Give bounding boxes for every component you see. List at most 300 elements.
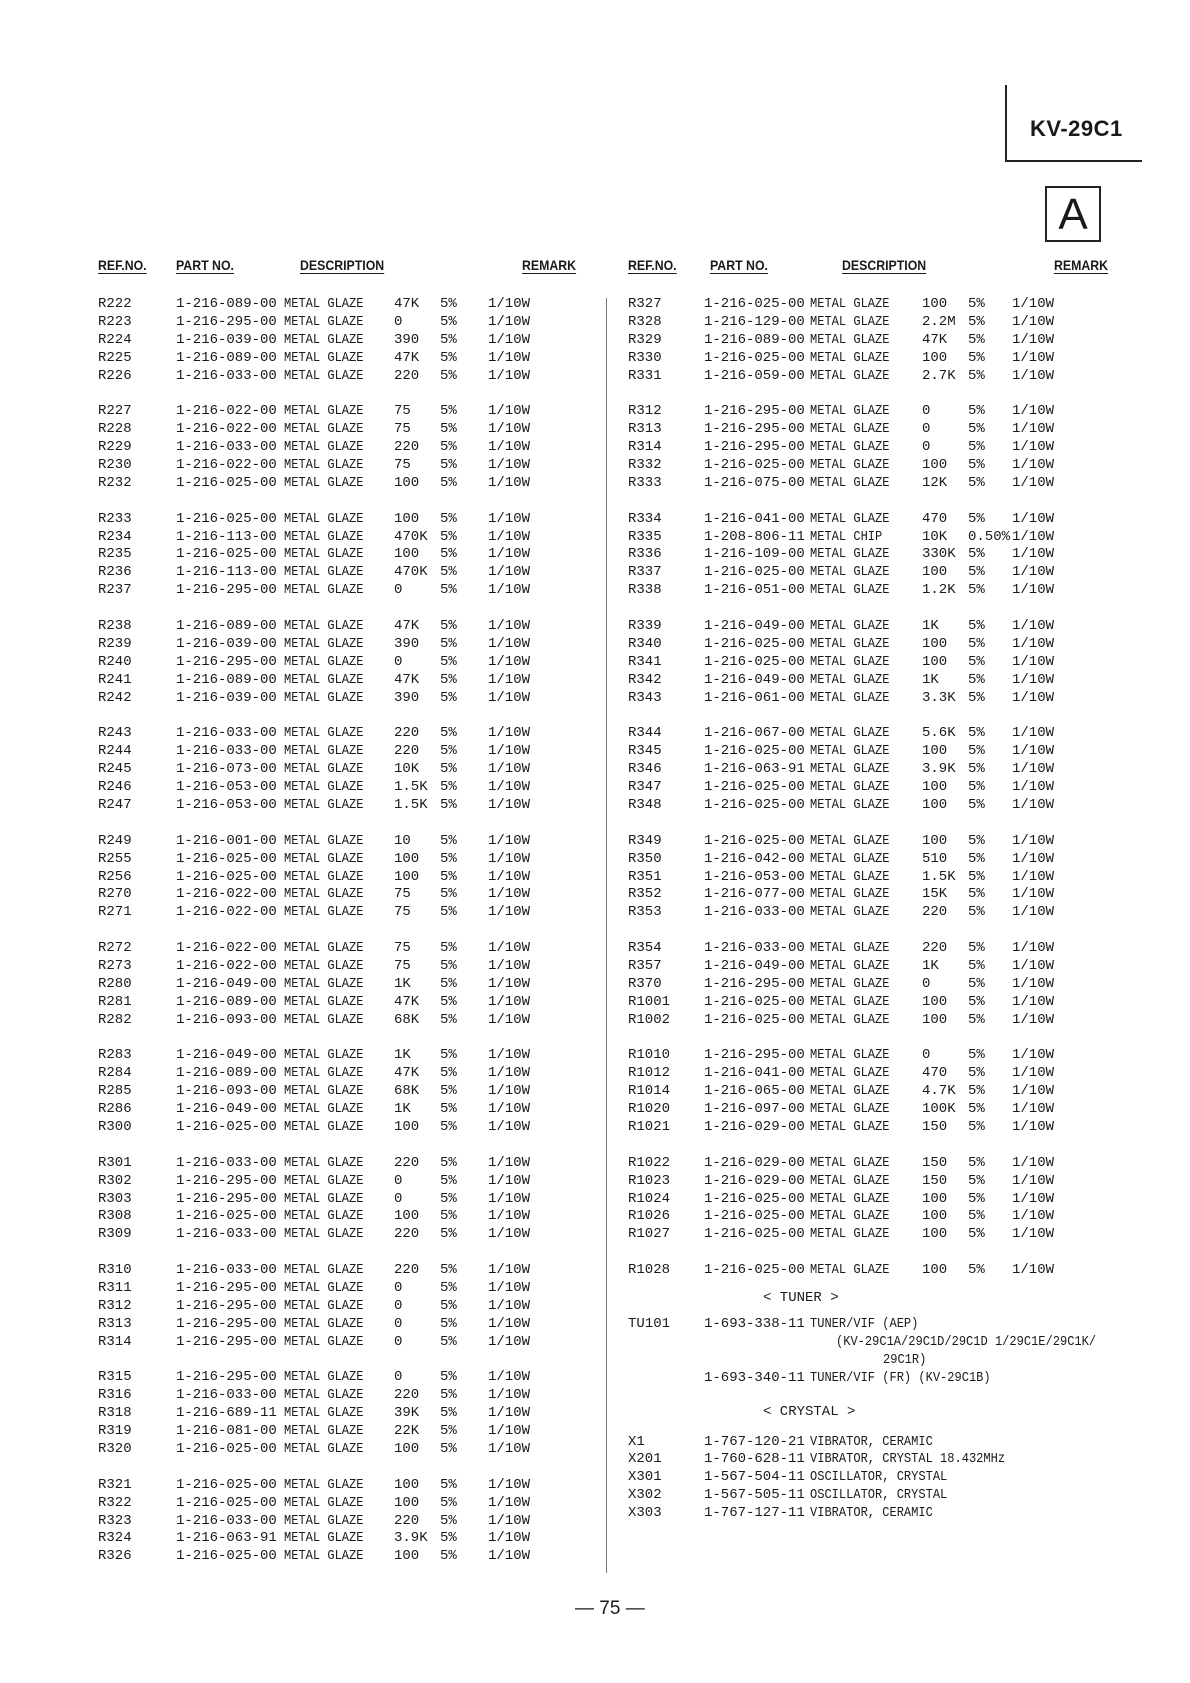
parts-row: [628, 904, 1055, 922]
tolerance: 5%: [968, 439, 985, 456]
group-spacer: [628, 493, 855, 511]
tolerance: 5%: [968, 421, 985, 438]
part-no: 1-216-295-00: [704, 403, 805, 420]
value: 5.6K: [922, 725, 956, 742]
tolerance: 5%: [968, 743, 985, 760]
tolerance: 5%: [968, 1190, 985, 1207]
part-no: 1-216-295-00: [176, 313, 277, 330]
value: 2.7K: [922, 367, 956, 384]
description: METAL GLAZE: [284, 1065, 364, 1082]
power-rating: 1/10W: [1012, 886, 1055, 903]
ref-no: R229: [98, 439, 132, 456]
description: METAL GLAZE: [810, 296, 890, 312]
parts-row: [628, 1208, 1055, 1226]
ref-no: R331: [628, 367, 662, 384]
tolerance: 5%: [440, 653, 457, 670]
value: 390: [394, 635, 420, 652]
description: TUNER/VIF (AEP): [810, 1315, 919, 1332]
description: METAL GLAZE: [284, 1118, 364, 1135]
ref-no: R302: [98, 1172, 132, 1189]
tolerance: 5%: [440, 546, 457, 563]
value: 100: [394, 1548, 420, 1565]
description: METAL GLAZE: [810, 796, 890, 813]
tolerance: 5%: [968, 1101, 985, 1118]
parts-row: [628, 761, 1055, 779]
ref-no: R332: [628, 457, 662, 474]
ref-no: R351: [628, 868, 662, 885]
description: METAL GLAZE: [284, 403, 364, 420]
parts-row: [628, 349, 1055, 368]
description: METAL GLAZE: [284, 296, 364, 312]
ref-no: X303: [628, 1505, 662, 1522]
description: METAL GLAZE: [284, 1047, 364, 1064]
part-no: 1-216-025-00: [176, 1476, 277, 1493]
tuner-models-line: 29C1R): [883, 1351, 927, 1368]
part-no: 1-216-033-00: [176, 743, 277, 760]
description: METAL GLAZE: [284, 1190, 364, 1207]
power-rating: 1/10W: [1012, 367, 1055, 384]
ref-no: X302: [628, 1487, 662, 1504]
tolerance: 5%: [968, 779, 985, 796]
description: METAL GLAZE: [810, 1101, 890, 1118]
tolerance: 5%: [440, 779, 457, 796]
tolerance: 5%: [968, 1154, 985, 1171]
ref-no: R240: [98, 653, 132, 670]
description: METAL GLAZE: [284, 868, 364, 885]
value: 390: [394, 331, 420, 348]
power-rating: 1/10W: [1012, 582, 1055, 599]
power-rating: 1/10W: [488, 1548, 531, 1565]
tolerance: 5%: [968, 457, 985, 474]
power-rating: 1/10W: [488, 474, 531, 491]
right-parts-column: [628, 296, 1097, 1523]
description: METAL GLAZE: [284, 1011, 364, 1028]
ref-no: R350: [628, 850, 662, 867]
power-rating: 1/10W: [488, 1387, 531, 1404]
part-no: 1-216-022-00: [176, 957, 277, 974]
ref-no: R243: [98, 725, 132, 742]
part-no: 1-216-033-00: [176, 439, 277, 456]
power-rating: 1/10W: [1012, 564, 1055, 581]
power-rating: 1/10W: [1012, 1118, 1055, 1135]
description: METAL GLAZE: [284, 564, 364, 581]
value: 220: [394, 367, 420, 384]
ref-no: X301: [628, 1469, 662, 1486]
value: 100: [922, 796, 948, 813]
ref-no: R1024: [628, 1190, 671, 1207]
description: METAL GLAZE: [810, 403, 890, 420]
value: 1.5K: [394, 779, 428, 796]
part-no: 1-216-053-00: [176, 779, 277, 796]
description: METAL GLAZE: [284, 313, 364, 330]
value: 75: [394, 940, 411, 957]
description: METAL GLAZE: [810, 779, 890, 796]
description: METAL GLAZE: [810, 367, 890, 384]
value: 75: [394, 904, 411, 921]
power-rating: 1/10W: [1012, 904, 1055, 921]
tolerance: 5%: [440, 582, 457, 599]
value: 3.3K: [922, 689, 956, 706]
description: METAL GLAZE: [810, 957, 890, 974]
ref-no: R335: [628, 528, 662, 545]
parts-row: [628, 457, 1055, 475]
ref-no: R1012: [628, 1065, 671, 1082]
tolerance: 5%: [440, 1262, 457, 1279]
parts-row: [628, 689, 1055, 708]
header-part-left: PART NO.: [176, 257, 234, 273]
ref-no: R227: [98, 403, 132, 420]
description: METAL GLAZE: [284, 474, 364, 491]
description: METAL GLAZE: [810, 439, 890, 456]
parts-group: [628, 832, 1055, 922]
ref-no: R223: [98, 313, 132, 330]
description: METAL GLAZE: [284, 582, 364, 599]
parts-row: [628, 313, 1055, 332]
tolerance: 5%: [968, 1208, 985, 1225]
ref-no: R314: [628, 439, 662, 456]
ref-no: X1: [628, 1433, 645, 1450]
description: METAL GLAZE: [810, 331, 890, 348]
power-rating: 1/10W: [1012, 528, 1055, 545]
tolerance: 5%: [968, 796, 985, 813]
value: 470: [922, 1065, 948, 1082]
model-rule-horizontal: [1005, 160, 1142, 162]
value: 10: [394, 832, 411, 849]
parts-row: [628, 1172, 1055, 1191]
tolerance: 5%: [440, 1065, 457, 1082]
ref-no: R1020: [628, 1101, 671, 1118]
ref-no: R232: [98, 474, 132, 491]
parts-row: [628, 1118, 1055, 1137]
ref-no: R283: [98, 1047, 132, 1064]
value: 47K: [922, 331, 948, 348]
description: METAL GLAZE: [284, 671, 364, 688]
parts-row: [628, 1190, 1055, 1209]
power-rating: 1/10W: [488, 1154, 531, 1171]
ref-no: R340: [628, 635, 662, 652]
power-rating: 1/10W: [488, 689, 531, 706]
description: METAL GLAZE: [810, 582, 890, 599]
crystal-row: [628, 1433, 933, 1452]
value: 220: [922, 904, 948, 921]
description: METAL GLAZE: [284, 1297, 364, 1314]
parts-row: [628, 582, 1055, 600]
value: 100: [922, 1011, 948, 1028]
ref-no: R318: [98, 1405, 132, 1422]
parts-row: [628, 1262, 1055, 1280]
tolerance: 5%: [440, 439, 457, 456]
power-rating: 1/10W: [488, 1065, 531, 1082]
parts-row: [628, 743, 1055, 761]
tolerance: 5%: [968, 850, 985, 867]
power-rating: 1/10W: [488, 564, 531, 581]
power-rating: 1/10W: [488, 1494, 531, 1511]
description: METAL GLAZE: [810, 653, 890, 670]
description: METAL GLAZE: [284, 975, 364, 992]
part-no: 1-216-025-00: [176, 1208, 277, 1225]
tolerance: 5%: [968, 1118, 985, 1135]
part-no: 1-216-053-00: [704, 868, 805, 885]
part-no: 1-216-059-00: [704, 367, 805, 384]
tolerance: 5%: [440, 331, 457, 348]
ref-no: R245: [98, 761, 132, 778]
value: 0: [922, 439, 931, 456]
part-no: 1-216-025-00: [704, 796, 805, 813]
part-no: 1-216-022-00: [176, 421, 277, 438]
description: METAL GLAZE: [810, 1190, 890, 1207]
ref-no: R314: [98, 1333, 132, 1350]
value: 100: [922, 1190, 948, 1207]
description: METAL GLAZE: [284, 1476, 364, 1493]
description: METAL GLAZE: [284, 421, 364, 438]
right-resistor-groups: [628, 296, 1055, 1280]
tolerance: 5%: [440, 421, 457, 438]
value: 100: [394, 1208, 420, 1225]
power-rating: 1/10W: [488, 1530, 531, 1547]
value: 100K: [922, 1101, 956, 1118]
part-no: 1-216-025-00: [704, 1011, 805, 1028]
description: METAL GLAZE: [284, 618, 364, 635]
value: 1.5K: [922, 868, 956, 885]
column-divider: [606, 298, 607, 1573]
power-rating: 1/10W: [488, 1333, 531, 1350]
ref-no: R1001: [628, 993, 671, 1010]
part-no: 1-216-295-00: [176, 1369, 277, 1386]
ref-no: R282: [98, 1011, 132, 1028]
power-rating: 1/10W: [488, 1297, 531, 1314]
ref-no: R303: [98, 1190, 132, 1207]
parts-row: [628, 886, 1055, 904]
power-rating: 1/10W: [488, 439, 531, 456]
tolerance: 5%: [440, 1226, 457, 1243]
value: 0: [394, 1172, 403, 1189]
parts-row: [628, 671, 1055, 690]
tuner-models-line: (KV-29C1A/29C1D/29C1D 1/29C1E/29C1K/: [836, 1333, 1097, 1350]
description: METAL GLAZE: [284, 761, 364, 778]
tolerance: 5%: [440, 957, 457, 974]
power-rating: 1/10W: [1012, 1011, 1055, 1028]
parts-row: [628, 725, 1055, 743]
ref-no: R222: [98, 296, 132, 312]
tolerance: 5%: [968, 653, 985, 670]
part-no: 1-216-025-00: [176, 1548, 277, 1565]
part-no: 1-216-025-00: [704, 1226, 805, 1243]
ref-no: R273: [98, 957, 132, 974]
value: 100: [922, 457, 948, 474]
tolerance: 5%: [440, 457, 457, 474]
value: 0: [922, 975, 931, 992]
power-rating: 1/10W: [488, 528, 531, 545]
part-no: 1-216-025-00: [704, 832, 805, 849]
description: METAL GLAZE: [810, 1172, 890, 1189]
ref-no: R1028: [628, 1262, 671, 1279]
power-rating: 1/10W: [1012, 331, 1055, 348]
ref-no: R239: [98, 635, 132, 652]
ref-no: R247: [98, 796, 132, 813]
tolerance: 5%: [968, 1262, 985, 1279]
parts-row: [628, 421, 1055, 439]
tolerance: 5%: [968, 725, 985, 742]
tolerance: 5%: [968, 296, 985, 312]
part-no: 1-216-109-00: [704, 546, 805, 563]
power-rating: 1/10W: [1012, 940, 1055, 957]
power-rating: 1/10W: [1012, 439, 1055, 456]
value: 1K: [394, 1101, 411, 1118]
group-spacer: [628, 1030, 855, 1048]
group-spacer: [628, 1244, 855, 1262]
part-no: 1-216-025-00: [176, 1441, 277, 1457]
description: METAL GLAZE: [810, 510, 890, 527]
ref-no: R328: [628, 313, 662, 330]
description: METAL GLAZE: [284, 689, 364, 706]
description: METAL GLAZE: [284, 993, 364, 1010]
value: 390: [394, 689, 420, 706]
ref-no: R344: [628, 725, 662, 742]
tolerance: 5%: [440, 403, 457, 420]
value: 100: [394, 510, 420, 527]
part-no: 1-216-039-00: [176, 635, 277, 652]
tolerance: 5%: [440, 635, 457, 652]
value: 0: [394, 1297, 403, 1314]
value: 68K: [394, 1011, 420, 1028]
parts-row: [628, 546, 1055, 564]
tolerance: 5%: [968, 313, 985, 330]
description: METAL GLAZE: [810, 904, 890, 921]
part-no: 1-216-295-00: [176, 1333, 277, 1350]
tolerance: 5%: [440, 1154, 457, 1171]
power-rating: 1/10W: [488, 1262, 531, 1279]
power-rating: 1/10W: [488, 779, 531, 796]
value: 100: [922, 993, 948, 1010]
value: 330K: [922, 546, 956, 563]
value: 220: [394, 1226, 420, 1243]
power-rating: 1/10W: [1012, 546, 1055, 563]
crystal-section-label: < CRYSTAL >: [763, 1403, 856, 1420]
ref-no: R320: [98, 1441, 132, 1457]
description: METAL GLAZE: [284, 1530, 364, 1547]
description: METAL GLAZE: [810, 743, 890, 760]
description: METAL GLAZE: [284, 725, 364, 742]
tuner-section-label: < TUNER >: [763, 1289, 839, 1306]
description: METAL GLAZE: [284, 1154, 364, 1171]
part-no: 1-216-033-00: [176, 1262, 277, 1279]
tolerance: 5%: [968, 761, 985, 778]
power-rating: 1/10W: [1012, 349, 1055, 366]
ref-no: R336: [628, 546, 662, 563]
header-remark-left: REMARK: [522, 257, 577, 273]
description: OSCILLATOR, CRYSTAL: [810, 1469, 948, 1486]
power-rating: 1/10W: [1012, 403, 1055, 420]
power-rating: 1/10W: [488, 331, 531, 348]
power-rating: 1/10W: [488, 725, 531, 742]
power-rating: 1/10W: [488, 653, 531, 670]
ref-no: R352: [628, 886, 662, 903]
part-no: 1-216-029-00: [704, 1118, 805, 1135]
tolerance: 5%: [440, 671, 457, 688]
crystal-row: [628, 1451, 1006, 1469]
part-no: 1-216-295-00: [176, 1190, 277, 1207]
ref-no: R242: [98, 689, 132, 706]
parts-group: [628, 1154, 1055, 1244]
power-rating: 1/10W: [1012, 1065, 1055, 1082]
power-rating: 1/10W: [1012, 1226, 1055, 1243]
description: METAL GLAZE: [810, 940, 890, 957]
description: METAL GLAZE: [284, 457, 364, 474]
ref-no: R244: [98, 743, 132, 760]
ref-no: R338: [628, 582, 662, 599]
tolerance: 5%: [968, 993, 985, 1010]
value: 0: [394, 653, 403, 670]
tolerance: 5%: [968, 546, 985, 563]
value: 3.9K: [394, 1530, 428, 1547]
tolerance: 5%: [440, 1083, 457, 1100]
ref-no: R249: [98, 832, 132, 849]
value: 0: [394, 1190, 403, 1207]
part-no: 1-216-042-00: [704, 850, 805, 867]
ref-no: R337: [628, 564, 662, 581]
tolerance: 5%: [440, 618, 457, 635]
tolerance: 5%: [440, 1548, 457, 1565]
ref-no: R370: [628, 975, 662, 992]
header-remark-right: REMARK: [1054, 257, 1109, 273]
power-rating: 1/10W: [1012, 1154, 1055, 1171]
power-rating: 1/10W: [1012, 975, 1055, 992]
value: 15K: [922, 886, 948, 903]
parts-row: [628, 618, 1055, 636]
ref-no: R281: [98, 993, 132, 1010]
power-rating: 1/10W: [488, 1101, 531, 1118]
model-rule-vertical: [1005, 85, 1007, 160]
ref-no: R1027: [628, 1226, 671, 1243]
description: METAL GLAZE: [284, 1208, 364, 1225]
parts-row: [628, 868, 1055, 887]
power-rating: 1/10W: [1012, 1208, 1055, 1225]
description: METAL GLAZE: [810, 1118, 890, 1135]
ref-no: R285: [98, 1083, 132, 1100]
parts-row: [628, 993, 1055, 1012]
tolerance: 5%: [440, 367, 457, 384]
power-rating: 1/10W: [1012, 868, 1055, 885]
description: METAL GLAZE: [284, 1315, 364, 1332]
ref-no: R280: [98, 975, 132, 992]
parts-row: [628, 1154, 1055, 1173]
part-no: 1-216-033-00: [176, 1512, 277, 1529]
ref-no: R1023: [628, 1172, 671, 1189]
parts-row: [628, 975, 1055, 994]
part-no: 1-216-113-00: [176, 528, 277, 545]
ref-no: R339: [628, 618, 662, 635]
value: 100: [922, 1262, 948, 1279]
ref-no: R224: [98, 331, 132, 348]
description: METAL GLAZE: [810, 474, 890, 491]
tolerance: 5%: [440, 850, 457, 867]
tolerance: 5%: [440, 1405, 457, 1422]
ref-no: R333: [628, 474, 662, 491]
description: METAL GLAZE: [810, 1065, 890, 1082]
description: METAL GLAZE: [810, 457, 890, 474]
tolerance: 5%: [968, 635, 985, 652]
parts-row: [628, 474, 1055, 493]
tolerance: 5%: [440, 993, 457, 1010]
part-no: 1-216-073-00: [176, 761, 277, 778]
tolerance: 5%: [440, 313, 457, 330]
ref-no: R308: [98, 1208, 132, 1225]
part-no: 1-216-089-00: [176, 671, 277, 688]
parts-row: [628, 296, 1055, 314]
value: 47K: [394, 618, 420, 635]
part-no: 1-760-628-11: [704, 1451, 805, 1468]
description: METAL GLAZE: [810, 349, 890, 366]
